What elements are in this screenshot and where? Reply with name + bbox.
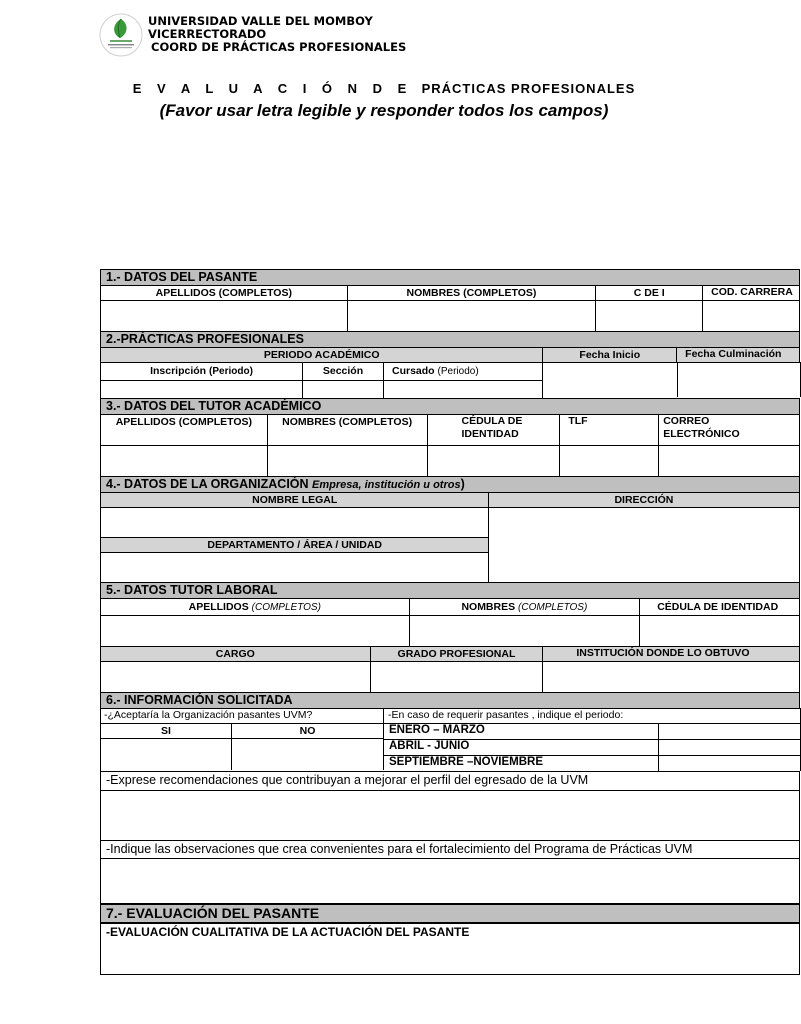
s5-apellidos-label bbox=[101, 599, 410, 615]
institution-header bbox=[148, 15, 406, 54]
s5-nombres-field[interactable] bbox=[410, 616, 641, 646]
s3-apellidos-field[interactable] bbox=[101, 446, 268, 476]
s3-nombres-label: NOMBRES (COMPLETOS) bbox=[268, 415, 428, 445]
s5-cargo-label: CARGO bbox=[101, 647, 371, 661]
institution-department: COORD DE PRÁCTICAS PROFESIONALES bbox=[151, 40, 407, 54]
s2-seccion-label: Sección bbox=[303, 363, 384, 380]
s3-correo-field[interactable] bbox=[659, 446, 800, 476]
s6-si-field[interactable] bbox=[101, 739, 232, 770]
s5-cedula-label: CÉDULA DE IDENTIDAD bbox=[640, 599, 800, 615]
s6-periodo-abril-label: ABRIL - JUNIO bbox=[384, 740, 659, 755]
section-3-title: 3.- DATOS DEL TUTOR ACADÉMICO bbox=[100, 398, 800, 414]
s3-cedula-field[interactable] bbox=[428, 446, 561, 476]
s1-codigo-field[interactable] bbox=[703, 301, 800, 331]
s5-cedula-field[interactable] bbox=[640, 616, 800, 646]
s4-title-end: ) bbox=[460, 477, 465, 491]
s5-nombres-label bbox=[410, 599, 641, 615]
s4-title-text: 4.- DATOS DE LA ORGANIZACIÓN bbox=[106, 477, 309, 491]
institution-office: VICERRECTORADO bbox=[148, 27, 267, 41]
s2-inscripcion-text: Inscripción bbox=[150, 365, 207, 377]
s5-institucion-field[interactable] bbox=[543, 662, 800, 692]
s6-si-label: SI bbox=[101, 724, 232, 738]
s1-apellidos-field[interactable] bbox=[101, 301, 348, 331]
s6-periodo-septiembre-field[interactable] bbox=[659, 756, 801, 771]
s4-nombre-legal-label: NOMBRE LEGAL bbox=[101, 492, 489, 507]
s1-cedula-label: C DE I bbox=[596, 286, 703, 300]
section-7-title: 7.- EVALUACIÓN DEL PASANTE bbox=[100, 903, 800, 922]
s2-inscripcion-label bbox=[101, 363, 303, 380]
s6-periodo-enero-label: ENERO – MARZO bbox=[384, 724, 659, 739]
s2-culminacion-field[interactable] bbox=[678, 363, 801, 397]
evaluation-form bbox=[100, 269, 800, 975]
title-part-a: E V A L U A C I Ó N D E bbox=[132, 81, 413, 96]
s2-cursado-field[interactable] bbox=[384, 381, 543, 398]
s6-q1-label: -¿Aceptaría la Organización pasantes UVM? bbox=[101, 709, 384, 723]
s2-inscripcion-field[interactable] bbox=[101, 381, 303, 398]
section-5-title: 5.- DATOS TUTOR LABORAL bbox=[100, 582, 800, 598]
s5-apellidos-hint: (COMPLETOS) bbox=[251, 602, 321, 613]
s2-cursado-label bbox=[384, 363, 543, 380]
institution-name: UNIVERSIDAD VALLE DEL MOMBOY bbox=[148, 14, 373, 28]
s4-departamento-field[interactable] bbox=[101, 552, 489, 582]
s5-cargo-field[interactable] bbox=[101, 662, 371, 692]
document-subtitle: (Favor usar letra legible y responder todos los campos) bbox=[159, 101, 609, 120]
s3-apellidos-label: APELLIDOS (COMPLETOS) bbox=[101, 415, 268, 445]
s6-no-field[interactable] bbox=[232, 739, 384, 770]
s6-q2-label: -En caso de requerir pasantes , indique el periodo: bbox=[384, 709, 801, 723]
s5-institucion-label: INSTITUCIÓN DONDE LO OBTUVO bbox=[543, 647, 800, 661]
s3-tlf-field[interactable] bbox=[560, 446, 659, 476]
s2-inicio-field[interactable] bbox=[543, 363, 678, 397]
s4-direccion-label: DIRECCIÓN bbox=[489, 492, 800, 507]
s5-nombres-text: NOMBRES bbox=[461, 601, 516, 613]
s5-apellidos-field[interactable] bbox=[101, 616, 410, 646]
section-2-title: 2.-PRÁCTICAS PROFESIONALES bbox=[100, 331, 800, 347]
s3-correo-line2: ELECTRÓNICO bbox=[663, 428, 740, 440]
s5-nombres-hint: (COMPLETOS) bbox=[518, 602, 588, 613]
s3-nombres-field[interactable] bbox=[268, 446, 428, 476]
s2-cursado-text: Cursado bbox=[392, 365, 435, 377]
s4-departamento-label: DEPARTAMENTO / ÁREA / UNIDAD bbox=[101, 537, 489, 552]
s1-codigo-label: COD. CARRERA bbox=[703, 286, 800, 300]
s6-no-label: NO bbox=[232, 724, 384, 738]
s3-correo-label bbox=[659, 415, 800, 445]
s6-periodo-abril-field[interactable] bbox=[659, 740, 801, 755]
s2-seccion-field[interactable] bbox=[303, 381, 384, 398]
s6-recomendaciones-field[interactable] bbox=[101, 791, 800, 840]
section-1-title: 1.- DATOS DEL PASANTE bbox=[100, 269, 800, 285]
s6-observaciones-label: -Indique las observaciones que crea convenientes para el fortalecimiento del Programa de Prácticas UVM bbox=[101, 841, 800, 858]
s2-inscripcion-periodo: (Periodo) bbox=[209, 366, 253, 377]
section-6-title: 6.- INFORMACIÓN SOLICITADA bbox=[100, 692, 800, 708]
s5-apellidos-text: APELLIDOS bbox=[188, 601, 249, 613]
s1-cedula-field[interactable] bbox=[596, 301, 703, 331]
s6-recomendaciones-label: -Exprese recomendaciones que contribuyan a mejorar el perfil del egresado de la UVM bbox=[101, 772, 800, 790]
s1-apellidos-label: APELLIDOS (COMPLETOS) bbox=[101, 286, 348, 300]
section-4-title bbox=[100, 476, 800, 492]
s2-culminacion-label: Fecha Culminación bbox=[677, 348, 800, 362]
s7-evaluacion-label: -EVALUACIÓN CUALITATIVA DE LA ACTUACIÓN DEL PASANTE bbox=[101, 924, 800, 974]
s4-title-italic: Empresa, institución u otros bbox=[312, 479, 461, 491]
s2-periodo-label: PERIODO ACADÉMICO bbox=[101, 348, 543, 362]
university-logo bbox=[98, 12, 144, 58]
s5-grado-field[interactable] bbox=[371, 662, 544, 692]
document-title bbox=[0, 81, 768, 96]
s3-tlf-label: TLF bbox=[560, 415, 659, 445]
title-part-b: PRÁCTICAS PROFESIONALES bbox=[421, 81, 636, 96]
s3-correo-line1: CORREO bbox=[663, 415, 710, 427]
s6-periodo-enero-field[interactable] bbox=[659, 724, 801, 739]
s4-nombre-legal-field[interactable] bbox=[101, 507, 489, 537]
s3-cedula-line2: IDENTIDAD bbox=[461, 428, 519, 440]
s6-observaciones-field[interactable] bbox=[101, 859, 800, 903]
s2-inicio-label: Fecha Inicio bbox=[543, 348, 677, 362]
s3-cedula-line1: CÉDULA DE bbox=[461, 415, 523, 427]
s2-cursado-periodo: (Periodo) bbox=[437, 366, 479, 377]
s4-direccion-field[interactable] bbox=[489, 507, 800, 582]
s5-grado-label: GRADO PROFESIONAL bbox=[371, 647, 544, 661]
s6-periodo-septiembre-label: SEPTIEMBRE –NOVIEMBRE bbox=[384, 756, 659, 771]
s3-cedula-label bbox=[428, 415, 561, 445]
s1-nombres-label: NOMBRES (COMPLETOS) bbox=[348, 286, 597, 300]
s1-nombres-field[interactable] bbox=[348, 301, 597, 331]
